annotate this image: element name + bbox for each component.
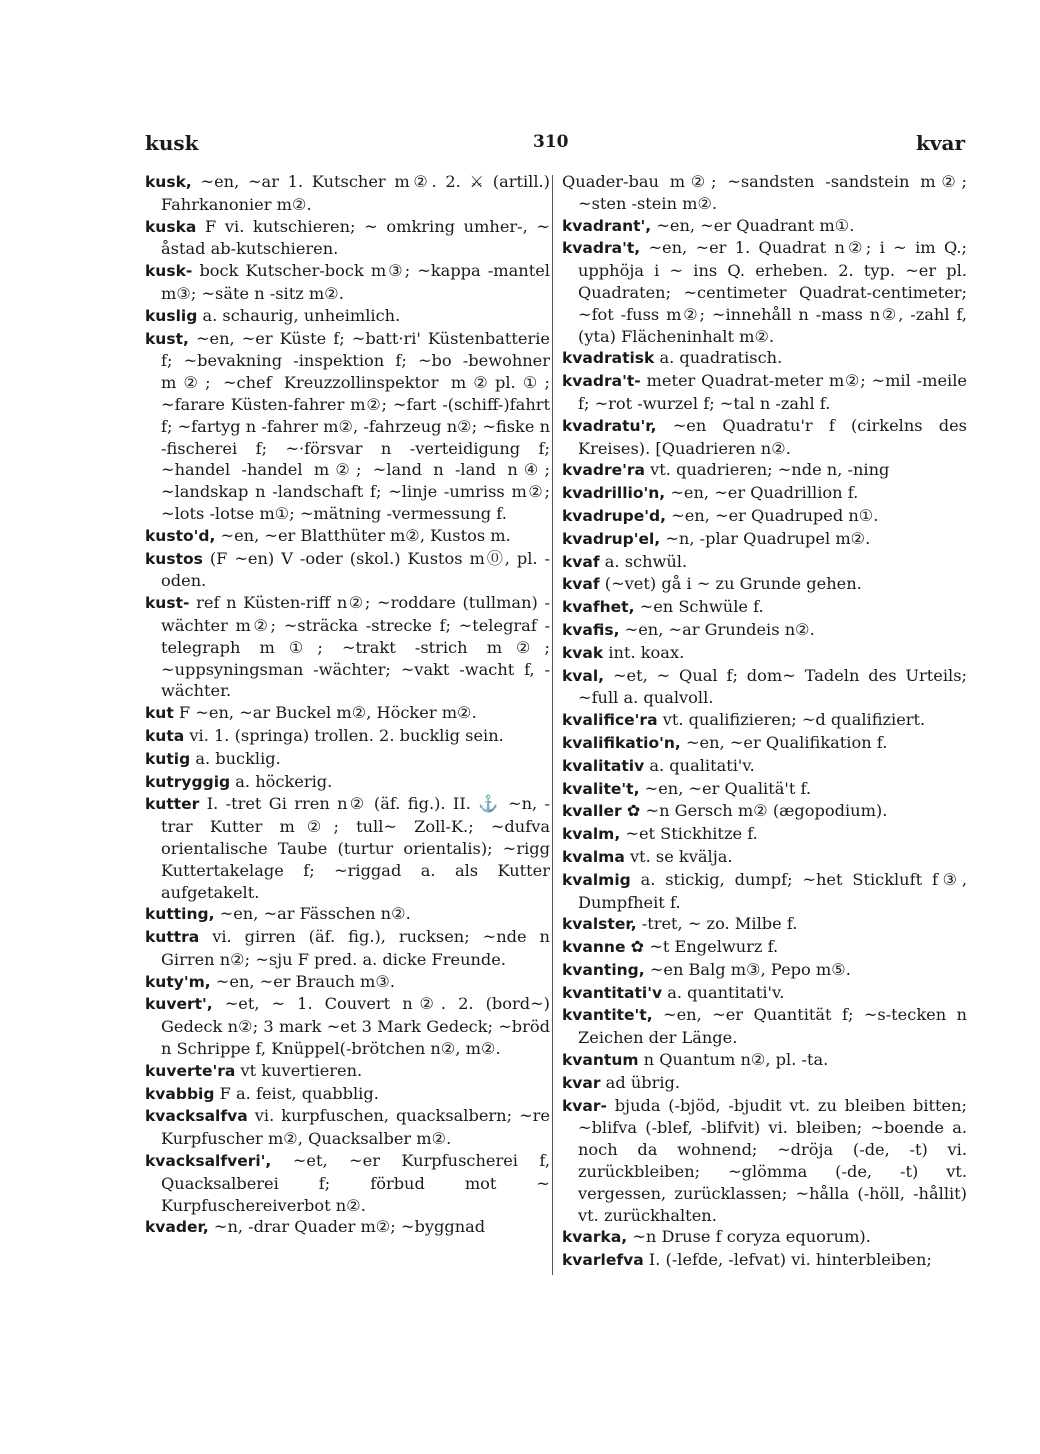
entry-definition: vt. se kvälja. (629, 846, 733, 866)
entry-definition: a. bucklig. (195, 748, 281, 768)
dictionary-entry (145, 328, 550, 525)
entry-headword: kvar- (562, 1096, 607, 1115)
entry-definition: ~en, ~er Blatthüter m②, Kustos m. (220, 525, 511, 545)
entry-headword: kvadrupe'd, (562, 506, 666, 525)
entry-headword: kvanting, (562, 960, 645, 979)
entry-definition: F ~en, ~ar Buckel m②, Höcker m②. (178, 703, 477, 723)
dictionary-entry (562, 596, 967, 619)
left-guide-word: kusk (145, 131, 199, 155)
entry-definition: vi. 1. (springa) trollen. 2. bucklig sein. (189, 725, 504, 745)
dictionary-entry (562, 459, 967, 482)
entry-definition: ~en, ~er Quadruped n①. (671, 505, 879, 525)
dictionary-entry (562, 505, 967, 528)
dictionary-entry (562, 347, 967, 370)
entry-definition: meter Quadrat-meter m②; ~mil -meile f; ~rot -wurzel f; ~tal n -zahl f. (578, 371, 967, 413)
dictionary-entry (562, 482, 967, 505)
dictionary-entry (562, 959, 967, 982)
entry-definition: ~en, ~er Quadrant m①. (656, 215, 855, 235)
entry-definition: ~en Quadratu'r f (cirkelns des Kreises). [Quadrieren n②. (578, 415, 967, 458)
entry-headword: kvadrup'el, (562, 529, 661, 548)
dictionary-entry (562, 1072, 967, 1095)
entry-definition: a. qualitati'v. (649, 755, 755, 775)
entry-headword: kvafis, (562, 620, 620, 639)
dictionary-entry (145, 548, 550, 593)
dictionary-entry (562, 1049, 967, 1072)
dictionary-entry (145, 748, 550, 771)
entry-definition: a. schaurig, unheimlich. (202, 305, 401, 325)
entry-definition: ~n, -drar Quader m②; ~byggnad (213, 1217, 486, 1237)
entry-definition: ~et, ~er Kurpfuscherei f, Quacksalberei f; förbud mot ~ Kurpfuschereiverbot n②. (161, 1151, 550, 1215)
entry-headword: kvacksalfva (145, 1107, 248, 1126)
entry-headword: kval, (562, 666, 605, 685)
entry-definition: vt. qualifizieren; ~d qualifiziert. (662, 710, 926, 730)
entry-headword: kvafhet, (562, 598, 635, 617)
entry-headword: kutig (145, 749, 191, 768)
entry-headword: kvaf (562, 552, 600, 571)
entry-definition: ✿ ~t Engelwurz f. (630, 937, 779, 957)
entry-headword: kuslig (145, 306, 198, 325)
dictionary-entry (145, 1105, 550, 1150)
entry-headword: kvacksalfveri', (145, 1152, 272, 1171)
dictionary-entry (145, 1083, 550, 1106)
dictionary-entry (562, 709, 967, 732)
entry-definition: a. quadratisch. (659, 348, 783, 368)
entry-headword: kuvert', (145, 995, 213, 1014)
entry-headword: kvabbig (145, 1084, 215, 1103)
dictionary-entry (145, 1060, 550, 1083)
page-number: 310 (533, 132, 569, 152)
entry-definition: ~en, ~ar Grundeis n②. (624, 619, 815, 639)
dictionary-entry (562, 415, 967, 460)
entry-headword: kvaf (562, 575, 600, 594)
entry-headword: kvanne (562, 938, 626, 957)
entry-definition: vi. kurpfuschen, quacksalbern; ~re Kurpfuscher m②, Quacksalber m②. (161, 1106, 550, 1149)
entry-headword: kust- (145, 594, 190, 613)
left-column (145, 171, 550, 1239)
dictionary-entry (145, 1216, 550, 1239)
dictionary-entry (145, 1150, 550, 1216)
entry-headword: kvar (562, 1073, 601, 1092)
entry-headword: kut (145, 704, 174, 723)
entry-definition: a. schwül. (604, 551, 688, 571)
entry-definition: I. -tret Gi rren n② (äf. fig.). II. ⚓ ~n, -trar Kutter m②; tull~ Zoll-K.; ~dufva orientalische Taube (turtur orientalis); ~rigg Kuttertakelage f; ~riggad a. als Kutter aufgetakelt. (161, 794, 550, 902)
entry-definition: I. (-lefde, -lefvat) vi. hinterbleiben; (648, 1250, 932, 1270)
dictionary-entry (562, 913, 967, 936)
dictionary-entry (562, 800, 967, 823)
entry-headword: kusk, (145, 173, 192, 191)
entry-definition: ~en, ~er Qualifikation f. (685, 732, 888, 752)
entry-headword: kvalifikatio'n, (562, 733, 681, 752)
entry-headword: kvadra't- (562, 372, 641, 391)
entry-headword: kvadrant', (562, 216, 652, 235)
entry-headword: kvalifice'ra (562, 711, 658, 730)
dictionary-entry (562, 665, 967, 710)
entry-headword: kuta (145, 726, 185, 745)
dictionary-entry (145, 305, 550, 328)
entry-headword: kvantum (562, 1051, 639, 1070)
entry-definition: ~et, ~ Qual f; dom~ Tadeln des Urteils; ~full a. qualvoll. (578, 665, 967, 708)
dictionary-entry (562, 846, 967, 869)
dictionary-entry (562, 1095, 967, 1227)
dictionary-entry (562, 528, 967, 551)
dictionary-entry (562, 370, 967, 415)
entry-headword: kusk- (145, 262, 193, 281)
entry-definition: ~en, ~ar 1. Kutscher m②. 2. ⚔ (artill.) Fahrkanonier m②. (161, 172, 550, 214)
entry-definition: ~et, ~ 1. Couvert n②. 2. (bord~) Gedeck n②; 3 mark ~et 3 Mark Gedeck; ~bröd n Schrippe f, Knüppel(-brötchen n②, m②. (161, 994, 550, 1059)
entry-definition: ~en, ~ar Fässchen n②. (219, 904, 411, 924)
entry-definition: int. koax. (608, 642, 685, 662)
dictionary-entry (145, 260, 550, 305)
dictionary-entry (562, 1226, 967, 1249)
entry-definition: ad übrig. (605, 1072, 681, 1092)
dictionary-entry (145, 971, 550, 994)
entry-headword: kuska (145, 217, 197, 236)
dictionary-entry (145, 926, 550, 971)
entry-definition: F vi. kutschieren; ~ omkring umher-, ~ åstad ab-kutschieren. (161, 216, 550, 259)
entry-definition: ~en, ~er Quantität f; ~s-tecken n Zeichen der Länge. (578, 1005, 967, 1048)
entry-headword: kvader, (145, 1218, 209, 1237)
entry-definition: vt. quadrieren; ~nde n, -ning (650, 460, 890, 480)
entry-definition: vi. girren (äf. fig.), rucksen; ~nde n Girren n②; ~sju F pred. a. dicke Freunde. (161, 927, 550, 969)
entry-headword: kustos (145, 549, 203, 568)
entry-headword: kuty'm, (145, 972, 211, 991)
entry-definition: ref n Küsten-riff n②; ~roddare (tullman) -wächter m②; ~sträcka -strecke f; ~telegraf -telegraph m①; ~trakt -strich m②; ~uppsyningsman -wächter; ~vakt -wacht f, -wächter. (161, 593, 550, 701)
entry-definition: ✿ ~n Gersch m② (ægopodium). (626, 801, 888, 821)
entry-headword: kust, (145, 329, 189, 348)
right-guide-word: kvar (916, 131, 965, 155)
entry-headword: kvadre'ra (562, 461, 645, 480)
dictionary-entry (145, 592, 550, 702)
dictionary-entry (562, 823, 967, 846)
entry-headword: kvarlefva (562, 1251, 644, 1270)
entry-definition: (~vet) gå i ~ zu Grunde gehen. (604, 574, 862, 594)
dictionary-entry (145, 993, 550, 1059)
entry-headword: kutter (145, 795, 200, 814)
dictionary-entry (562, 1004, 967, 1049)
dictionary-entry (145, 771, 550, 794)
entry-headword: kutting, (145, 905, 215, 924)
entry-definition: ~en, ~er Qualitä't f. (644, 778, 812, 798)
dictionary-entry (562, 869, 967, 914)
entry-headword: kuttra (145, 928, 200, 947)
entry-definition: vt kuvertieren. (240, 1060, 363, 1080)
dictionary-entry (562, 642, 967, 665)
dictionary-entry (145, 525, 550, 548)
entry-definition: ~en, ~er 1. Quadrat n②; i ~ im Q.; upphöja i ~ ins Q. erheben. 2. typ. ~er pl. Quadraten; ~centimeter Quadrat-centimeter; ~fot -fuss m②; ~innehåll n -mass n②, -zahl f, (yta) Flächeninhalt m②. (578, 238, 968, 346)
entry-headword: kvantite't, (562, 1006, 653, 1025)
entry-headword: kvalmig (562, 870, 631, 889)
entry-definition: n Quantum n②, pl. -ta. (643, 1050, 829, 1070)
dictionary-entry (562, 778, 967, 801)
dictionary-entry (562, 982, 967, 1005)
dictionary-entry (145, 216, 550, 261)
right-column (562, 171, 967, 1272)
entry-headword: kvalster, (562, 915, 637, 934)
entry-headword: kvalitativ (562, 756, 645, 775)
dictionary-entry (145, 903, 550, 926)
entry-definition: bjuda (-bjöd, -bjudit vt. zu bleiben bitten; ~blifva (-blef, -blifvit) vi. bleiben; ~boende a. noch da wohnend; ~dröja (-de, -t) vi. zurückbleiben; ~glömma (-de, -t) vt. vergessen, zurücklassen; ~hålla (-höll, -hållit) vt. zurückhalten. (578, 1095, 967, 1225)
column-divider (552, 175, 553, 1275)
entry-definition: ~en, ~er Brauch m③. (215, 971, 396, 991)
dictionary-entry (562, 755, 967, 778)
entry-definition: ~n Druse f coryza equorum). (632, 1227, 871, 1247)
dictionary-entry (562, 215, 967, 238)
entry-definition: ~et Stickhitze f. (625, 824, 758, 844)
entry-definition: a. höckerig. (235, 771, 333, 791)
entry-definition: bock Kutscher-bock m③; ~kappa -mantel m③; ~säte n -sitz m②. (161, 261, 550, 303)
entry-headword: kvalite't, (562, 779, 640, 798)
entry-headword: kvarka, (562, 1228, 628, 1247)
entry-definition: a. quantitati'v. (667, 982, 785, 1002)
page-header (145, 131, 965, 161)
dictionary-entry (562, 936, 967, 959)
entry-headword: kvadra't, (562, 239, 641, 258)
dictionary-entry (562, 573, 967, 596)
dictionary-entry (145, 725, 550, 748)
entry-headword: kvadratu'r, (562, 416, 657, 435)
dictionary-entry (562, 171, 967, 215)
entry-definition: F a. feist, quabblig. (219, 1083, 379, 1103)
entry-definition: ~en Balg m③, Pepo m⑤. (649, 959, 851, 979)
dictionary-entry (562, 551, 967, 574)
entry-definition: ~n, -plar Quadrupel m②. (665, 528, 871, 548)
entry-headword: kuverte'ra (145, 1061, 236, 1080)
dictionary-entry (562, 732, 967, 755)
entry-headword: kvadratisk (562, 349, 655, 368)
entry-headword: kvalm, (562, 825, 621, 844)
entry-definition: a. stickig, dumpf; ~het Stickluft f③, Dumpfheit f. (578, 869, 967, 912)
dictionary-entry (562, 619, 967, 642)
entry-headword: kvadrillio'n, (562, 484, 666, 503)
entry-headword: kusto'd, (145, 526, 216, 545)
entry-definition: Quader-bau m②; ~sandsten -sandstein m②; ~sten -stein m②. (562, 172, 967, 213)
entry-headword: kvantitati'v (562, 983, 663, 1002)
dictionary-entry (562, 237, 967, 347)
entry-definition: ~en, ~er Küste f; ~batt·ri' Küstenbatterie f; ~bevakning -inspektion f; ~bo -bewohner m②; ~chef Kreuzzollinspektor m②pl.①; ~farare Küsten-fahrer m②; ~fart -(schiff-)fahrt f; ~fartyg n -fahrer m②, -fahrzeug n②; ~fiske n -fischerei f; ~·försvar n -verteidigung f; ~handel -handel m②; ~land n -land n④; ~landskap n -landschaft f; ~linje -umriss m②; ~lots -lotse m①; ~mätning -vermessung f. (161, 328, 550, 523)
dictionary-entry (145, 702, 550, 725)
entry-definition: -tret, ~ zo. Milbe f. (641, 914, 798, 934)
entry-headword: kutryggig (145, 772, 231, 791)
entry-headword: kvaller (562, 802, 622, 821)
entry-headword: kvalma (562, 847, 625, 866)
dictionary-entry (562, 1249, 967, 1272)
dictionary-entry (145, 171, 550, 216)
dictionary-entry (145, 793, 550, 903)
entry-headword: kvak (562, 643, 604, 662)
entry-definition: (F ~en) V -oder (skol.) Kustos m⓪, pl. -oden. (161, 548, 550, 591)
entry-definition: ~en Schwüle f. (639, 597, 764, 617)
entry-definition: ~en, ~er Quadrillion f. (670, 483, 859, 503)
